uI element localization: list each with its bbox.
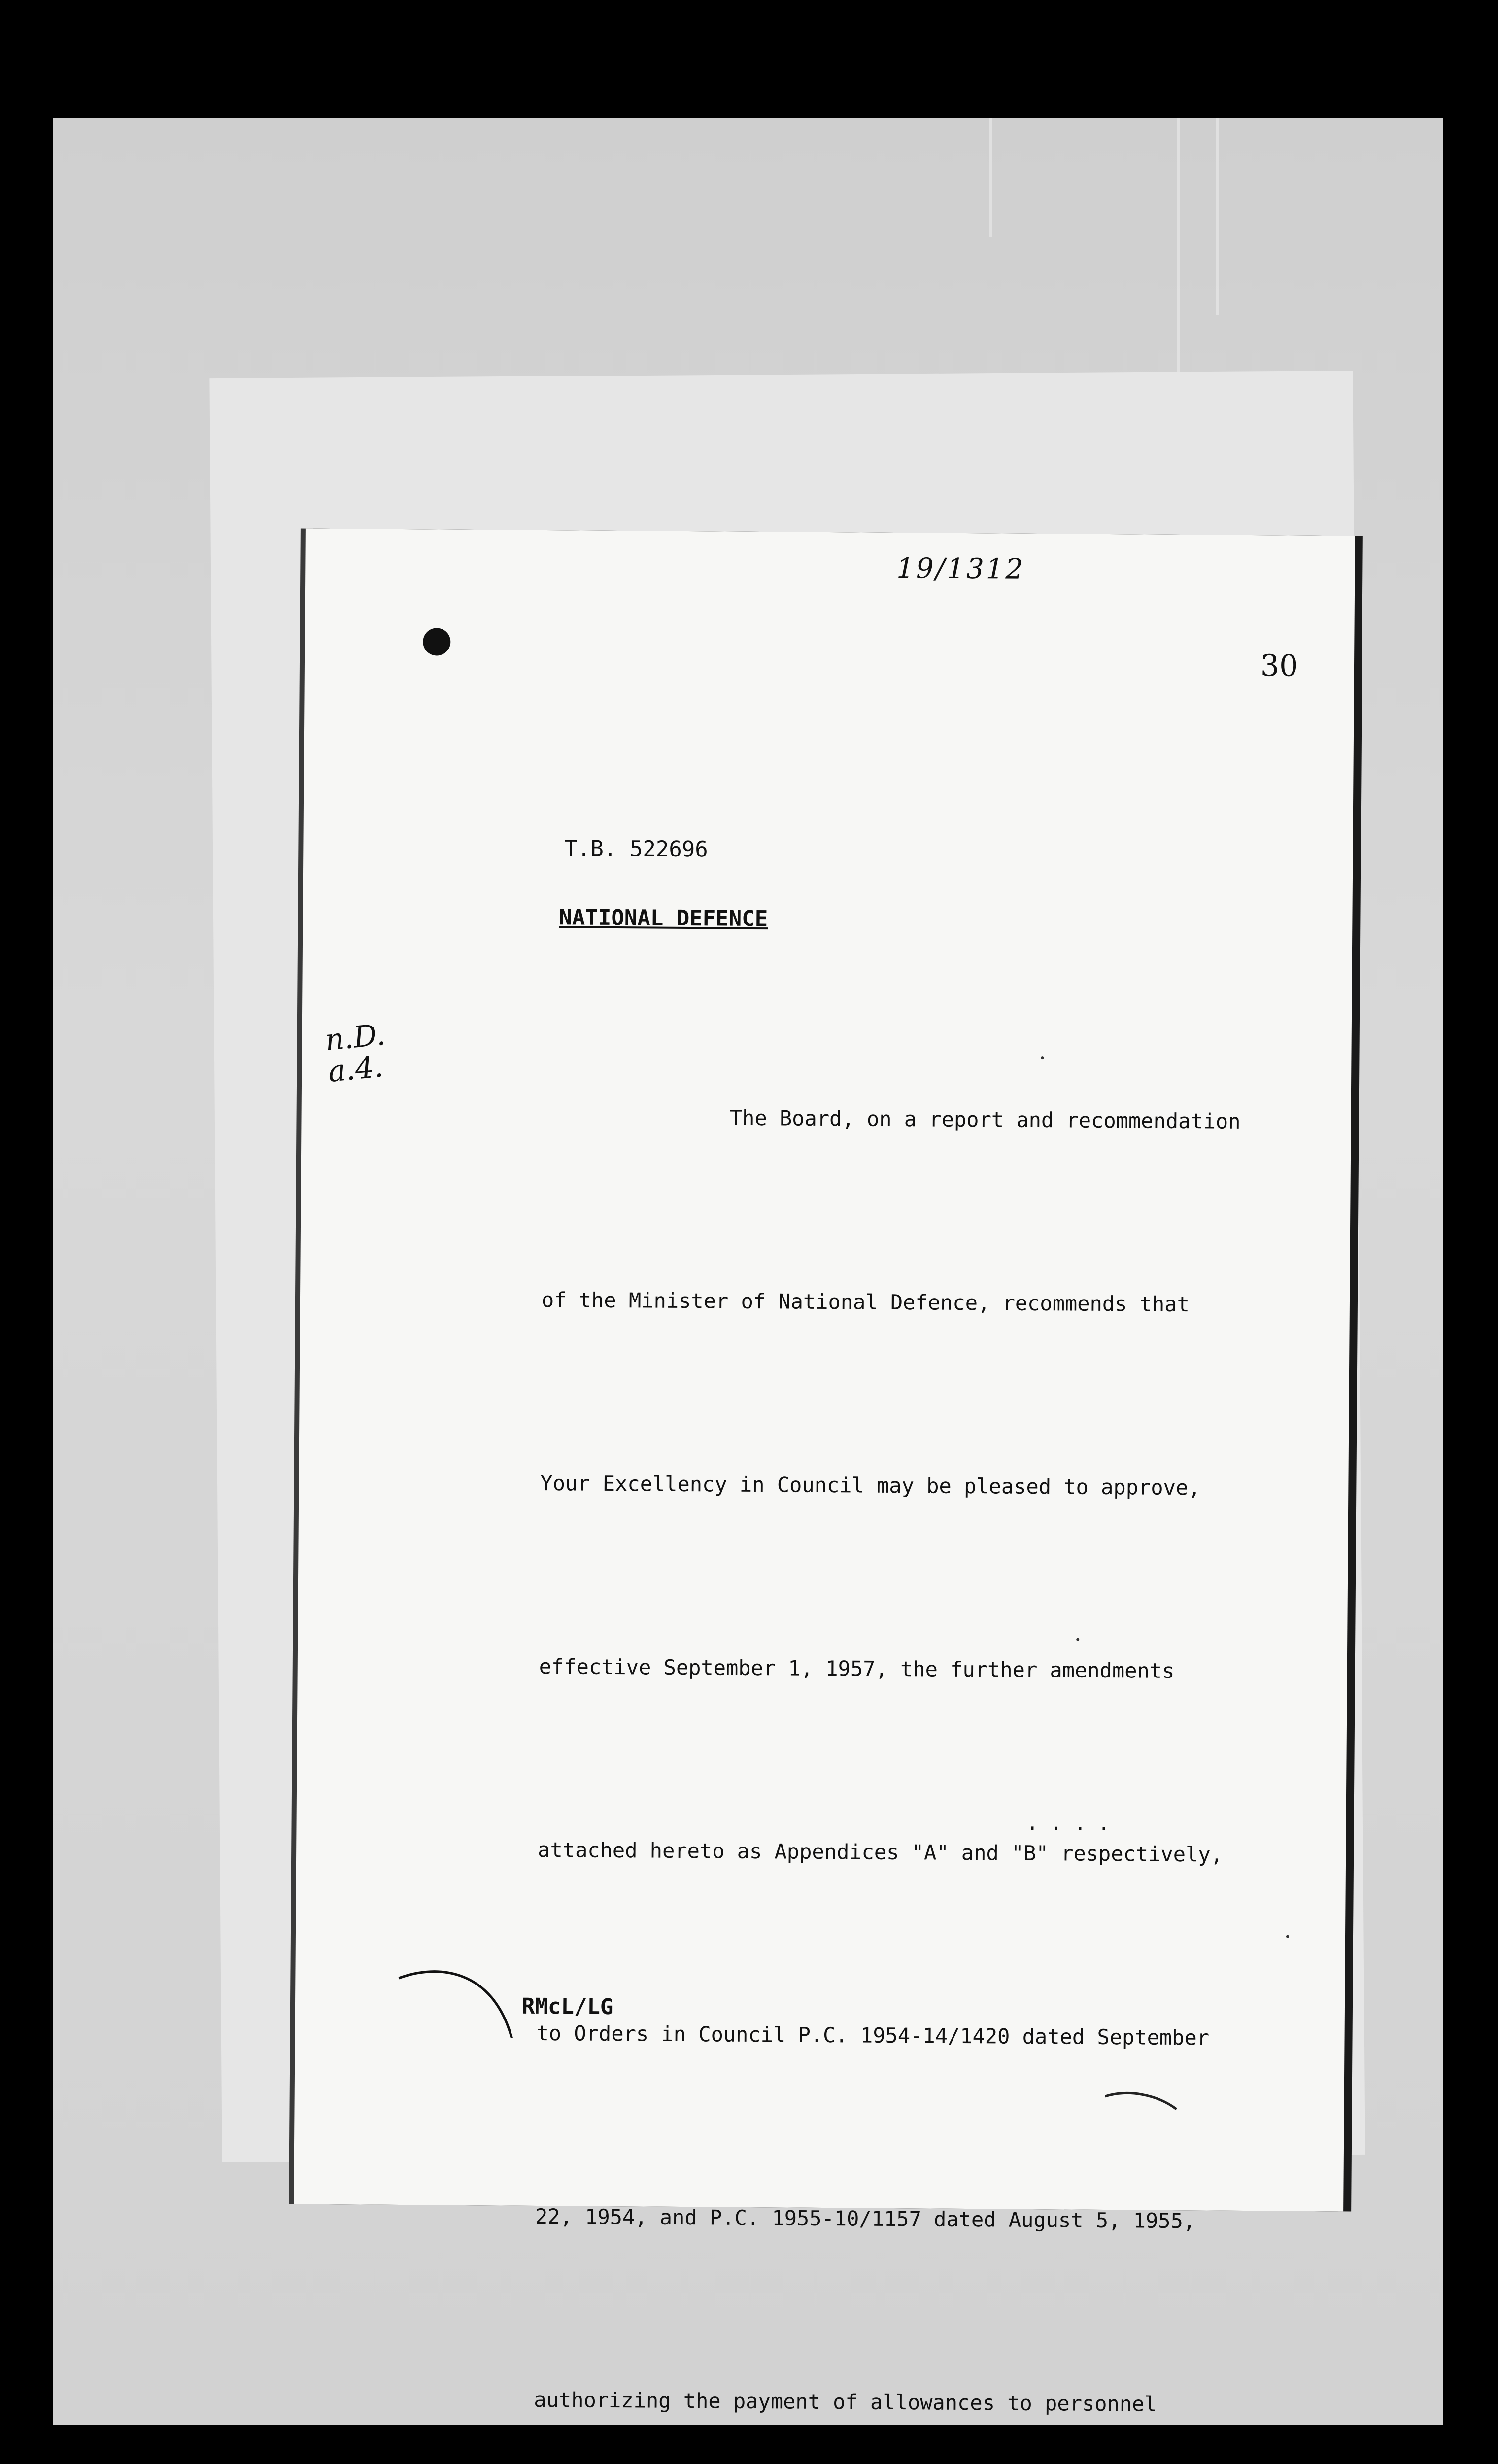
handwritten-margin-note (324, 1019, 390, 1088)
body-line: to Orders in Council P.C. 1954-14/1420 dated September (536, 2020, 1210, 2050)
film-frame (53, 118, 1443, 2425)
speck (1041, 1056, 1044, 1059)
body-line: authorizing the payment of allowances to personnel (534, 2387, 1157, 2416)
film-scratch (989, 118, 992, 237)
punch-hole (423, 628, 450, 655)
margin-note-line: a.4. (326, 1049, 385, 1090)
pencil-mark (1102, 2087, 1181, 2117)
margin-note-line: n.D. (323, 1017, 387, 1058)
typist-initials: RMcL/LG (521, 1993, 613, 2020)
continuation-dots: .... (1025, 1810, 1122, 1836)
treasury-board-reference: T.B. 522696 (564, 836, 708, 862)
body-line: attached hereto as Appendices "A" and "B" respectively, (538, 1837, 1224, 1867)
body-line: effective September 1, 1957, the further amendments (539, 1654, 1175, 1683)
body-line: Your Excellency in Council may be pleased to approve, (540, 1471, 1201, 1500)
film-scratch (1216, 118, 1219, 315)
body-line: The Board, on a report and recommendation (543, 1104, 1241, 1133)
speck (1286, 1935, 1289, 1938)
handwritten-file-reference: 19/1312 (896, 552, 1025, 585)
body-line: 22, 1954, and P.C. 1955-10/1157 dated August 5, 1955, (535, 2204, 1196, 2233)
document-heading: NATIONAL DEFENCE (559, 905, 768, 932)
document-page (294, 529, 1355, 2416)
speck (1076, 1638, 1079, 1641)
body-text (532, 964, 1313, 2425)
page-number: 30 (1260, 649, 1298, 684)
signature-stroke (393, 1958, 522, 2058)
body-line: of the Minister of National Defence, recommends that (541, 1287, 1190, 1317)
